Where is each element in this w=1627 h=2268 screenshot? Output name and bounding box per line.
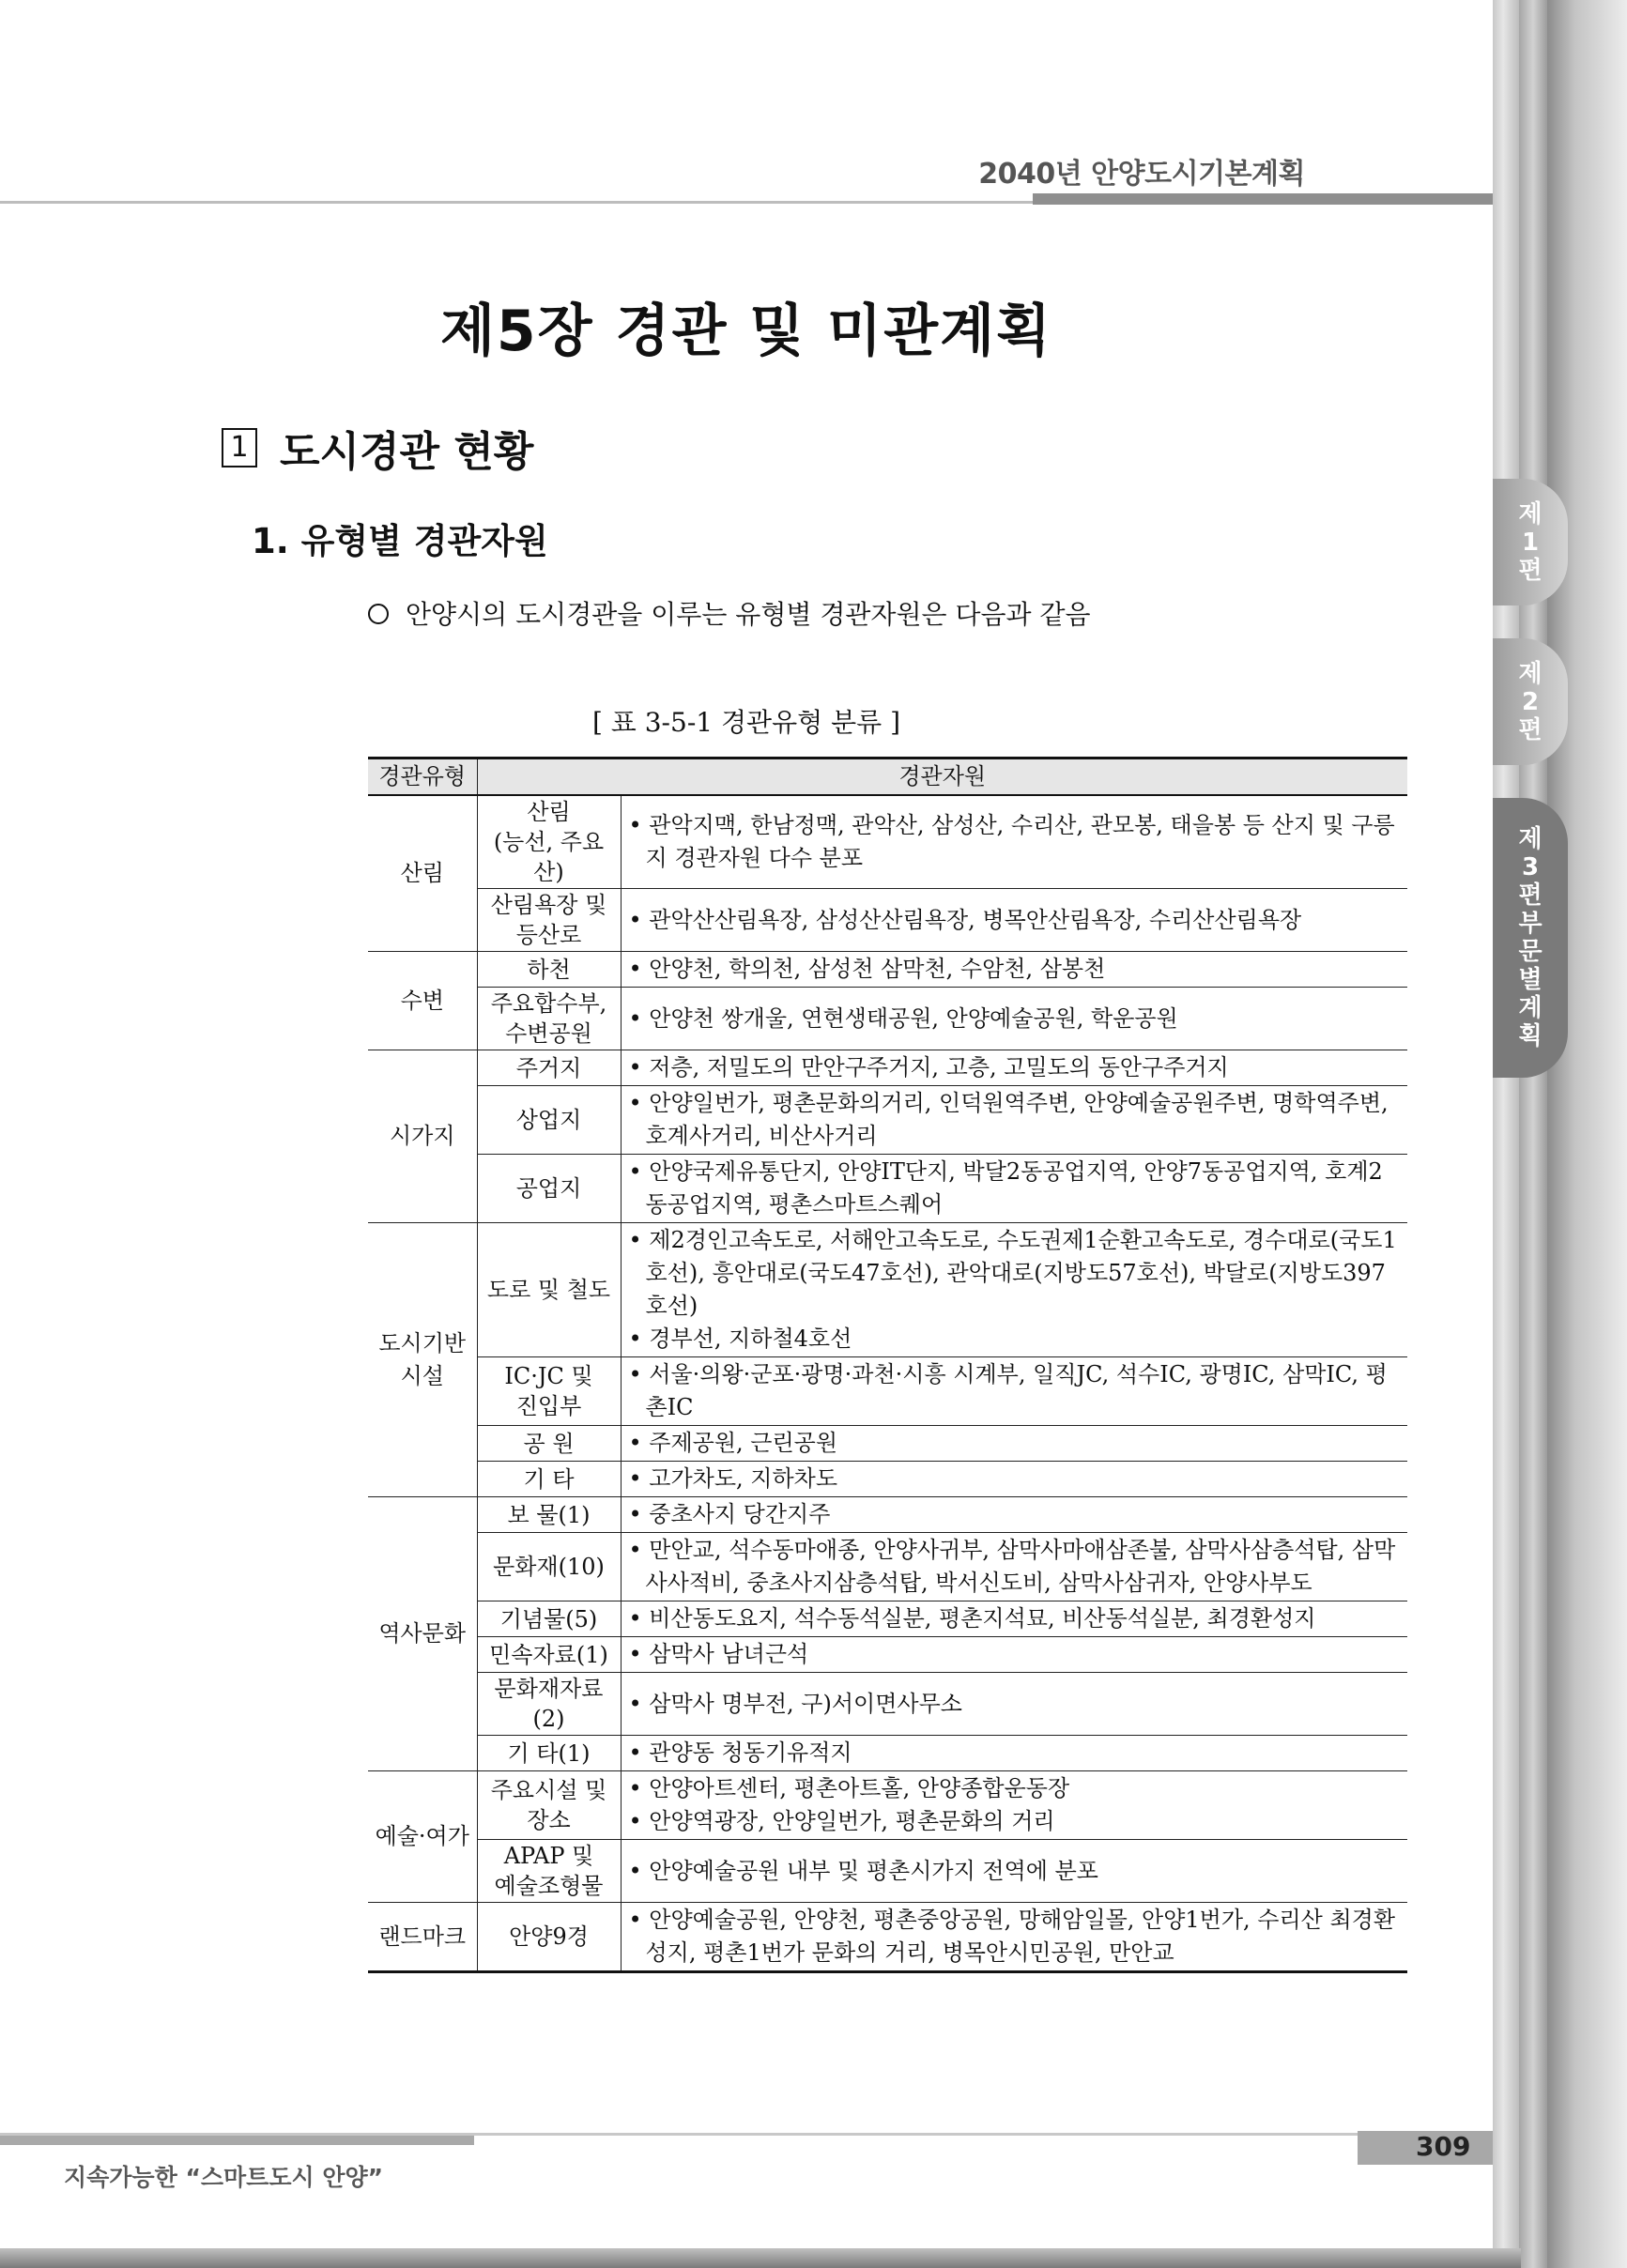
page-edge [1547,0,1627,2268]
resource-item [629,809,1404,875]
resource-item-text: 안양국제유통단지, 안양IT단지, 박달2동공업지역, 안양7동공업지역, 호계2동공업지역, 평촌스마트스퀘어 [645,1158,1383,1218]
resource-item-text: 삼막사 명부전, 구)서이면사무소 [649,1690,962,1717]
resource-item-text: 안양일번가, 평촌문화의거리, 인덕원역주변, 안양예술공원주변, 명학역주변, 호계사거리, 비산사거리 [645,1090,1389,1149]
resource-item-text: 안양예술공원, 안양천, 평촌중앙공원, 망해암일몰, 안양1번가, 수리산 최경환성지, 평촌1번가 문화의 거리, 병목안시민공원, 만안교 [645,1907,1396,1966]
resource-cell [621,1426,1407,1462]
bullet-icon: • [628,1158,650,1185]
subtype-cell: 상업지 [477,1086,621,1155]
resource-cell [621,1673,1407,1736]
resource-item-text: 저층, 저밀도의 만안구주거지, 고층, 고밀도의 동안구주거지 [649,1054,1229,1080]
subtype-cell: 기 타(1) [477,1736,621,1771]
resource-cell [621,1736,1407,1771]
bullet-icon: • [628,812,650,838]
bullet-text: 안양시의 도시경관을 이루는 유형별 경관자원은 다음과 같음 [406,599,1091,630]
resource-item [629,1224,1404,1323]
resource-cell [621,889,1407,952]
bullet-icon: • [628,1739,650,1766]
resource-cell [621,1050,1407,1086]
table-row [368,1155,1407,1223]
resource-item [629,1688,1404,1721]
resource-item [629,1051,1404,1084]
bullet-paragraph [368,594,1091,632]
resource-item [629,953,1404,986]
section-title: 도시경관 현황 [280,428,534,476]
resource-item-text: 중초사지 당간지주 [649,1501,831,1527]
side-tab-part-3[interactable] [1493,798,1568,1078]
side-tab-part-1[interactable] [1493,479,1568,605]
bullet-icon: • [628,906,650,933]
resource-item-text: 경부선, 지하철4호선 [649,1326,852,1352]
resource-item-text: 비산동도요지, 석수동석실분, 평촌지석묘, 비산동석실분, 최경환성지 [649,1605,1316,1632]
resource-cell [621,952,1407,988]
resource-item [629,1638,1404,1671]
table-row [368,1086,1407,1155]
resource-item [629,1498,1404,1531]
column-header: 경관유형 [368,759,477,796]
resource-item-text: 관악산산림욕장, 삼성산산림욕장, 병목안산림욕장, 수리산산림욕장 [649,906,1302,933]
resource-cell [621,1155,1407,1223]
resource-item-text: 고가차도, 지하차도 [649,1465,838,1492]
landscape-resource-table [368,757,1407,1973]
subtype-cell: APAP 및 예술조형물 [477,1840,621,1903]
resource-item [629,1358,1404,1424]
table-row [368,795,1407,889]
resource-item [629,1855,1404,1888]
bullet-icon: • [628,956,650,982]
resource-item [629,1323,1404,1356]
resource-cell [621,1533,1407,1601]
resource-item-text: 서울·의왕·군포·광명·과천·시흥 시계부, 일직JC, 석수IC, 광명IC, 삼막IC, 평촌IC [645,1361,1388,1420]
subtype-cell: 주요시설 및 장소 [477,1771,621,1840]
table-caption: [ 표 3-5-1 경관유형 분류 ] [591,707,901,738]
subtype-cell: 공업지 [477,1155,621,1223]
subtype-cell: 공 원 [477,1426,621,1462]
side-tab-part-2[interactable] [1493,638,1568,765]
resource-cell [621,1771,1407,1840]
resource-cell [621,795,1407,889]
running-title: 2040년 안양도시기본계획 [978,158,1305,191]
bullet-icon: • [628,1907,650,1933]
bullet-icon: • [628,1857,650,1884]
resource-item [629,1534,1404,1600]
table-body [368,795,1407,1972]
resource-cell [621,1497,1407,1533]
type-cell: 역사문화 [368,1497,477,1771]
table-row [368,952,1407,988]
resource-item-text: 안양역광장, 안양일번가, 평촌문화의 거리 [649,1808,1055,1834]
subtype-cell: 도로 및 철도 [477,1223,621,1357]
bullet-icon: • [628,1690,650,1717]
table-row [368,1426,1407,1462]
resource-item-text: 만안교, 석수동마애종, 안양사귀부, 삼막사마애삼존불, 삼막사삼층석탑, 삼막사사적비, 중초사지삼층석탑, 박서신도비, 삼막사삼귀자, 안양사부도 [645,1537,1396,1596]
subtype-cell: 보 물(1) [477,1497,621,1533]
resource-cell [621,1903,1407,1972]
subtype-cell: 하천 [477,952,621,988]
bullet-icon: • [628,1537,650,1563]
table-row [368,1357,1407,1426]
side-tab-label: 제 2 편 [1518,659,1543,744]
page-edge [1493,0,1519,2262]
column-header: 경관자원 [477,759,1407,796]
resource-item-text: 안양천, 학의천, 삼성천 삼막천, 수암천, 삼봉천 [649,956,1106,982]
circle-bullet-icon [368,604,389,624]
page-bottom-shadow [0,2248,1521,2268]
type-cell: 수변 [368,952,477,1050]
resource-item [629,1003,1404,1035]
subtype-cell: 민속자료(1) [477,1637,621,1673]
resource-item-text: 안양예술공원 내부 및 평촌시가지 전역에 분포 [649,1857,1098,1884]
header-rule-accent [1033,193,1493,205]
subtype-cell: 안양9경 [477,1903,621,1972]
resource-cell [621,988,1407,1050]
table-row [368,1223,1407,1357]
table-row [368,1637,1407,1673]
table-row [368,1462,1407,1497]
table-row [368,1533,1407,1601]
resource-item-text: 관악지맥, 한남정맥, 관악산, 삼성산, 수리산, 관모봉, 태을봉 등 산지 및 구릉지 경관자원 다수 분포 [645,812,1395,871]
resource-item-text: 삼막사 남녀근석 [649,1641,809,1667]
resource-item [629,1772,1404,1805]
resource-item-text: 관양동 청동기유적지 [649,1739,852,1766]
resource-cell [621,1601,1407,1637]
resource-cell [621,1462,1407,1497]
subtype-cell: 주요합수부, 수변공원 [477,988,621,1050]
resource-cell [621,1086,1407,1155]
type-cell: 랜드마크 [368,1903,477,1972]
resource-item-text: 안양아트센터, 평촌아트홀, 안양종합운동장 [649,1775,1070,1801]
section-number-box: 1 [222,428,257,467]
bullet-icon: • [628,1090,650,1116]
table-header-row [368,759,1407,796]
bullet-icon: • [628,1775,650,1801]
chapter-title: 제5장 경관 및 미관계획 [439,299,1053,364]
table-row [368,1736,1407,1771]
table-row [368,1840,1407,1903]
resource-item [629,1602,1404,1635]
resource-item [629,1463,1404,1495]
type-cell: 시가지 [368,1050,477,1223]
bullet-icon: • [628,1641,650,1667]
type-cell: 산림 [368,795,477,952]
resource-item [629,1737,1404,1770]
section-heading [222,418,533,478]
table-row [368,1771,1407,1840]
bullet-icon: • [628,1430,650,1456]
bullet-icon: • [628,1808,650,1834]
type-cell: 도시기반 시설 [368,1223,477,1497]
resource-cell [621,1357,1407,1426]
table-row [368,1601,1407,1637]
resource-item [629,1805,1404,1838]
footer-rule-accent [0,2136,474,2145]
resource-item-text: 제2경인고속도로, 서해안고속도로, 수도권제1순환고속도로, 경수대로(국도1호선), 흥안대로(국도47호선), 관악대로(지방도57호선), 박달로(지방도397호선) [645,1227,1397,1319]
subtype-cell: 주거지 [477,1050,621,1086]
type-cell: 예술·여가 [368,1771,477,1903]
resource-item [629,904,1404,937]
subtype-cell: IC·JC 및 진입부 [477,1357,621,1426]
resource-item-text: 주제공원, 근린공원 [649,1430,838,1456]
resource-item [629,1087,1404,1153]
table-row [368,1903,1407,1972]
resource-item [629,1427,1404,1460]
subtype-cell: 문화재(10) [477,1533,621,1601]
subtype-cell: 기 타 [477,1462,621,1497]
resource-cell [621,1637,1407,1673]
bullet-icon: • [628,1361,650,1387]
bullet-icon: • [628,1501,650,1527]
bullet-icon: • [628,1605,650,1632]
resource-cell [621,1223,1407,1357]
bullet-icon: • [628,1465,650,1492]
side-tab-label: 제 1 편 [1518,499,1543,585]
resource-item [629,1156,1404,1221]
table-row [368,1497,1407,1533]
bullet-icon: • [628,1054,650,1080]
subtype-cell: 산림 (능선, 주요산) [477,795,621,889]
bullet-icon: • [628,1004,650,1032]
subsection-title: 1. 유형별 경관자원 [252,521,548,561]
table-row [368,988,1407,1050]
table-row [368,1050,1407,1086]
bullet-icon: • [628,1227,650,1253]
resource-item-text: 안양천 쌍개울, 연현생태공원, 안양예술공원, 학운공원 [649,1004,1178,1032]
table-row [368,1673,1407,1736]
side-tab-label: 제 3 편 부 문 별 계 획 [1518,825,1543,1050]
page-number: 309 [1416,2131,1471,2162]
subtype-cell: 문화재자료(2) [477,1673,621,1736]
resource-item [629,1904,1404,1969]
footer-slogan: 지속가능한 “스마트도시 안양” [64,2164,384,2191]
page-edge [1519,0,1547,2268]
subtype-cell: 산림욕장 및 등산로 [477,889,621,952]
table-row [368,889,1407,952]
bullet-icon: • [628,1326,650,1352]
subtype-cell: 기념물(5) [477,1601,621,1637]
resource-cell [621,1840,1407,1903]
